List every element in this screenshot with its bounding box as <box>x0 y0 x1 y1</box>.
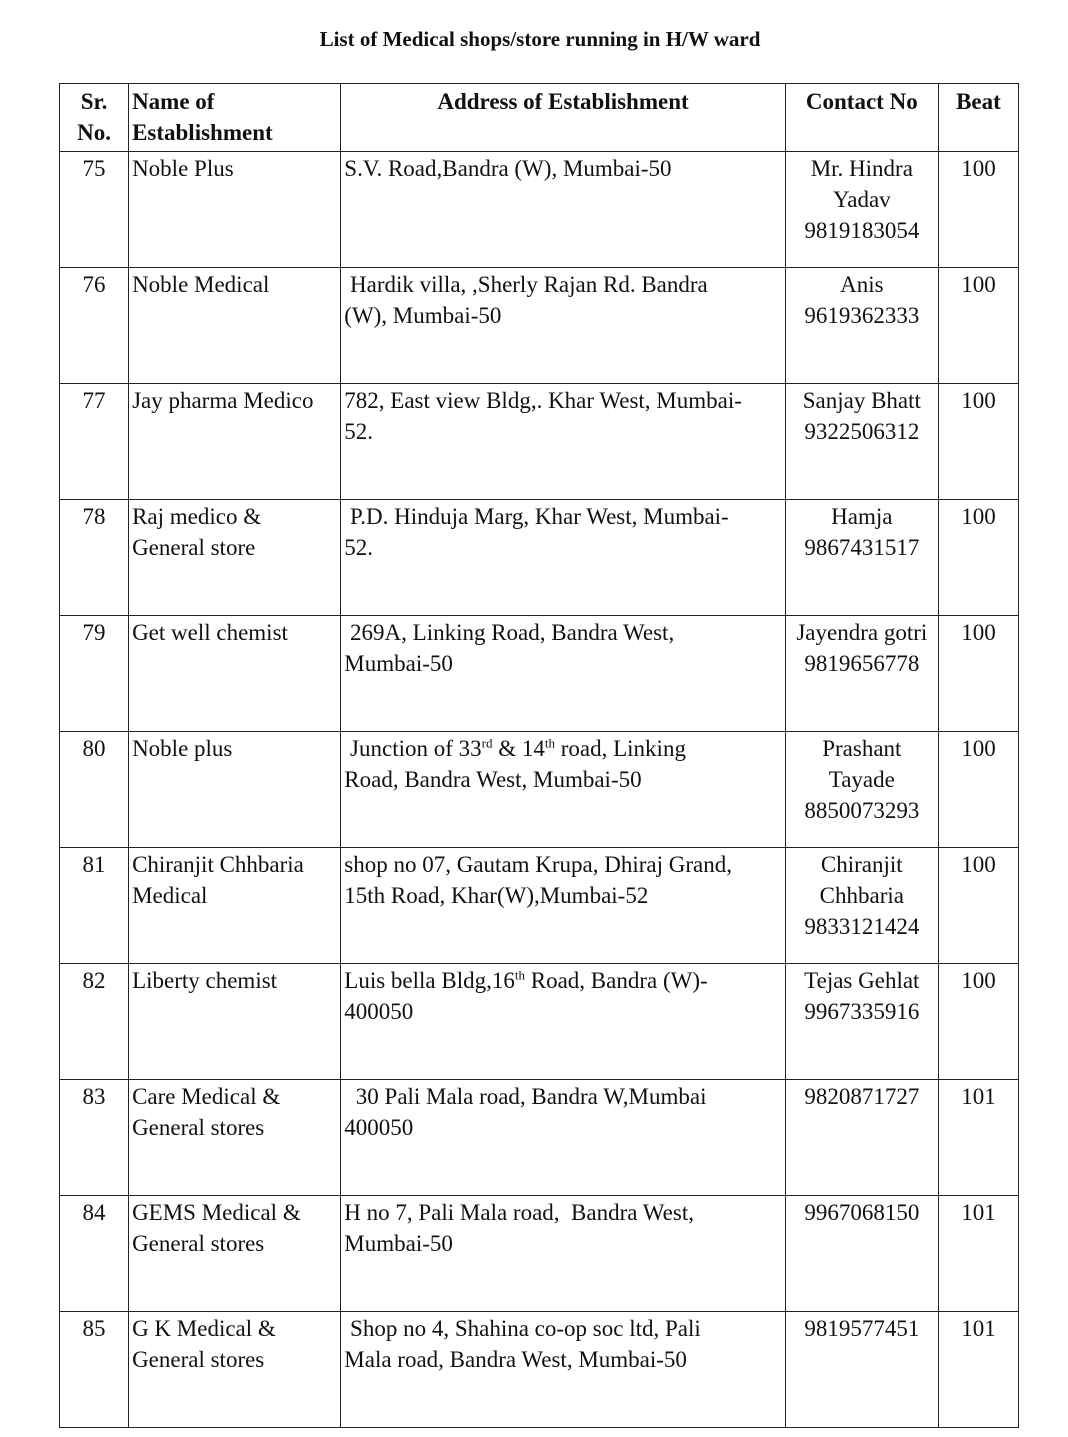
cell-contact-line: Tejas Gehlat <box>804 968 920 993</box>
table-row <box>60 268 1019 384</box>
cell-contact-line: Tayade <box>828 767 895 792</box>
table-row <box>60 152 1019 268</box>
cell-beat: 101 <box>938 1312 1018 1428</box>
cell-contact-line: 9820871727 <box>804 1084 920 1109</box>
cell-name-line: General stores <box>132 1231 265 1256</box>
cell-beat: 101 <box>938 1080 1018 1196</box>
cell-address-line: 52. <box>344 419 374 444</box>
cell-contact <box>785 152 938 268</box>
cell-address <box>341 1196 785 1312</box>
cell-address-line: Shop no 4, Shahina co-op soc ltd, Pali <box>344 1316 701 1341</box>
medical-shops-table <box>59 83 1019 1428</box>
cell-address-line: 400050 <box>344 999 414 1024</box>
cell-address <box>341 848 785 964</box>
cell-contact <box>785 964 938 1080</box>
header-sr-no-line: Sr. <box>80 89 108 114</box>
cell-contact-line: 9819577451 <box>804 1316 920 1341</box>
cell-address-line: (W), Mumbai-50 <box>344 303 502 328</box>
cell-sr-no: 85 <box>60 1312 129 1428</box>
cell-name-line: Raj medico & <box>132 504 262 529</box>
cell-name <box>129 500 341 616</box>
cell-beat: 100 <box>938 616 1018 732</box>
cell-address <box>341 964 785 1080</box>
cell-beat: 100 <box>938 384 1018 500</box>
cell-address-line: 52. <box>344 535 374 560</box>
cell-name-line: G K Medical & <box>132 1316 276 1341</box>
header-contact: Contact No <box>785 84 938 152</box>
cell-contact-line: 8850073293 <box>804 798 920 823</box>
cell-name-line: Noble Medical <box>132 272 270 297</box>
cell-name-line: Chiranjit Chhbaria <box>132 852 304 877</box>
cell-contact-line: Hamja <box>831 504 893 529</box>
cell-contact-line: Chiranjit <box>820 852 903 877</box>
cell-contact <box>785 848 938 964</box>
cell-address-line: 15th Road, Khar(W),Mumbai-52 <box>344 883 649 908</box>
table-row <box>60 1080 1019 1196</box>
cell-name-line: Medical <box>132 883 208 908</box>
table-body <box>60 152 1019 1428</box>
cell-address-line: 30 Pali Mala road, Bandra W,Mumbai <box>344 1084 707 1109</box>
cell-address-line: Hardik villa, ,Sherly Rajan Rd. Bandra <box>344 272 708 297</box>
table-row <box>60 384 1019 500</box>
cell-contact <box>785 1080 938 1196</box>
cell-sr-no: 82 <box>60 964 129 1080</box>
cell-address <box>341 1312 785 1428</box>
cell-sr-no: 78 <box>60 500 129 616</box>
cell-sr-no: 80 <box>60 732 129 848</box>
table-header-row <box>60 84 1019 152</box>
cell-contact-line: Sanjay Bhatt <box>802 388 921 413</box>
page-title: List of Medical shops/store running in H/W ward <box>319 27 761 51</box>
cell-contact <box>785 384 938 500</box>
cell-contact-line: 9967068150 <box>804 1200 920 1225</box>
cell-contact-line: Mr. Hindra <box>810 156 913 181</box>
cell-name <box>129 732 341 848</box>
cell-name-line: Noble plus <box>132 736 233 761</box>
header-sr-no-line: No. <box>77 120 111 145</box>
cell-name <box>129 268 341 384</box>
cell-sr-no: 83 <box>60 1080 129 1196</box>
cell-name <box>129 1080 341 1196</box>
cell-contact-line: 9833121424 <box>804 914 920 939</box>
cell-address-line: 782, East view Bldg,. Khar West, Mumbai- <box>344 388 742 413</box>
ordinal-suffix: rd <box>481 735 493 751</box>
cell-address <box>341 500 785 616</box>
cell-address-line: 269A, Linking Road, Bandra West, <box>344 620 675 645</box>
cell-address-line: Mala road, Bandra West, Mumbai-50 <box>344 1347 687 1372</box>
cell-beat: 100 <box>938 500 1018 616</box>
cell-contact-line: 9867431517 <box>804 535 920 560</box>
table-row <box>60 616 1019 732</box>
table-row <box>60 500 1019 616</box>
cell-contact <box>785 1312 938 1428</box>
table-row <box>60 1196 1019 1312</box>
cell-address <box>341 1080 785 1196</box>
cell-sr-no: 81 <box>60 848 129 964</box>
cell-contact-line: 9322506312 <box>804 419 920 444</box>
cell-address <box>341 152 785 268</box>
table-row <box>60 848 1019 964</box>
header-name-line: Establishment <box>132 120 273 145</box>
cell-contact <box>785 616 938 732</box>
cell-contact-line: 9819183054 <box>804 218 920 243</box>
cell-sr-no: 77 <box>60 384 129 500</box>
cell-contact-line: 9967335916 <box>804 999 920 1024</box>
cell-contact-line: Yadav <box>832 187 891 212</box>
cell-name-line: General stores <box>132 1115 265 1140</box>
cell-contact <box>785 500 938 616</box>
cell-sr-no: 79 <box>60 616 129 732</box>
header-name <box>129 84 341 152</box>
cell-address-line: 400050 <box>344 1115 414 1140</box>
cell-contact-line: Chhbaria <box>819 883 904 908</box>
cell-address <box>341 732 785 848</box>
cell-beat: 101 <box>938 1196 1018 1312</box>
cell-address-line: Junction of 33rd & 14th road, Linking <box>344 735 686 761</box>
cell-address-line: P.D. Hinduja Marg, Khar West, Mumbai- <box>344 504 729 529</box>
cell-address-line: shop no 07, Gautam Krupa, Dhiraj Grand, <box>344 852 733 877</box>
cell-contact-line: Prashant <box>822 736 902 761</box>
ordinal-suffix: th <box>544 735 555 751</box>
cell-contact-line: 9819656778 <box>804 651 920 676</box>
cell-contact-line: Anis <box>840 272 884 297</box>
cell-name <box>129 384 341 500</box>
cell-sr-no: 84 <box>60 1196 129 1312</box>
cell-contact <box>785 268 938 384</box>
cell-name-line: GEMS Medical & <box>132 1200 301 1225</box>
cell-contact-line: 9619362333 <box>804 303 920 328</box>
cell-address-line: Mumbai-50 <box>344 651 453 676</box>
cell-name <box>129 848 341 964</box>
cell-address <box>341 384 785 500</box>
header-name-line: Name of <box>132 89 215 114</box>
table-row <box>60 1312 1019 1428</box>
cell-name-line: Get well chemist <box>132 620 288 645</box>
ordinal-suffix: th <box>514 967 525 983</box>
cell-address <box>341 616 785 732</box>
cell-beat: 100 <box>938 152 1018 268</box>
header-beat: Beat <box>938 84 1018 152</box>
cell-address-line: S.V. Road,Bandra (W), Mumbai-50 <box>344 156 672 181</box>
cell-name <box>129 1312 341 1428</box>
cell-address-line: Luis bella Bldg,16th Road, Bandra (W)- <box>344 967 708 993</box>
cell-beat: 100 <box>938 848 1018 964</box>
cell-name-line: Jay pharma Medico <box>132 388 314 413</box>
cell-contact-line: Jayendra gotri <box>796 620 928 645</box>
cell-address-line: H no 7, Pali Mala road, Bandra West, <box>344 1200 694 1225</box>
cell-contact <box>785 1196 938 1312</box>
cell-name <box>129 616 341 732</box>
cell-sr-no: 75 <box>60 152 129 268</box>
cell-address-line: Mumbai-50 <box>344 1231 453 1256</box>
cell-address <box>341 268 785 384</box>
cell-name-line: Noble Plus <box>132 156 234 181</box>
cell-name <box>129 152 341 268</box>
cell-beat: 100 <box>938 732 1018 848</box>
cell-contact <box>785 732 938 848</box>
cell-name-line: General stores <box>132 1347 265 1372</box>
cell-beat: 100 <box>938 964 1018 1080</box>
cell-beat: 100 <box>938 268 1018 384</box>
cell-name-line: Care Medical & <box>132 1084 281 1109</box>
cell-name <box>129 964 341 1080</box>
table-row <box>60 732 1019 848</box>
header-sr-no <box>60 84 129 152</box>
cell-address-line: Road, Bandra West, Mumbai-50 <box>344 767 642 792</box>
cell-name <box>129 1196 341 1312</box>
cell-sr-no: 76 <box>60 268 129 384</box>
header-address: Address of Establishment <box>341 84 785 152</box>
table-row <box>60 964 1019 1080</box>
cell-name-line: Liberty chemist <box>132 968 278 993</box>
cell-name-line: General store <box>132 535 256 560</box>
